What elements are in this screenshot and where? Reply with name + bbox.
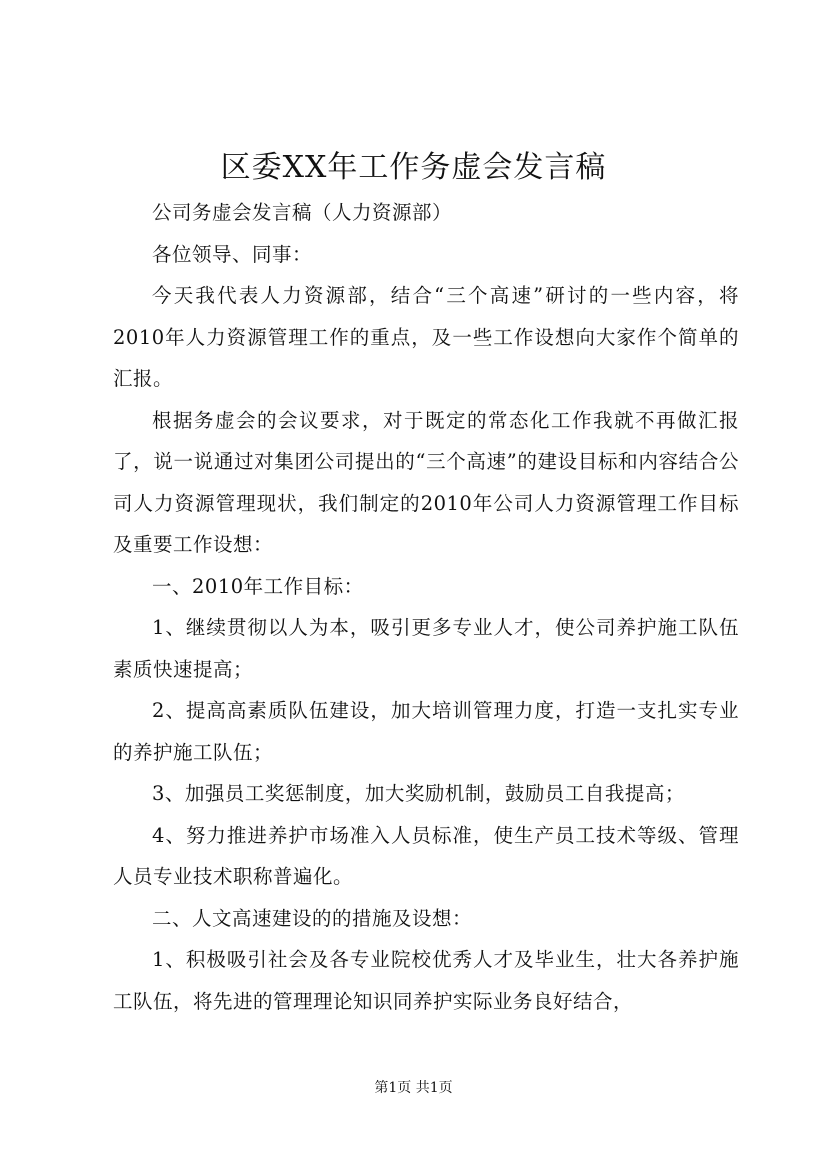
goal-item-3: 3、加强员工奖惩制度，加大奖励机制，鼓励员工自我提高； <box>152 782 685 805</box>
paragraph-subtitle: 公司务虚会发言稿（人力资源部） <box>152 201 453 224</box>
page-footer: 第1页 共1页 <box>374 1080 453 1096</box>
paragraph-salutation: 各位领导、同事： <box>152 242 313 266</box>
goal-item-4: 4、努力推进养护市场准入人员标准，使生产员工技术等级、管理人员专业技术职称普遍化。 <box>113 823 739 888</box>
section-heading-goals: 一、2010年工作目标： <box>152 574 364 598</box>
paragraph-context: 根据务虚会的会议要求，对于既定的常态化工作我就不再做汇报了，说一说通过对集团公司提出的“三个高速”的建设目标和内容结合公司人力资源管理现状，我们制定的2010年公司人力资源管理工作目标及重要工作设想： <box>113 408 739 556</box>
section-heading-measures: 二、人文高速建设的的措施及设想： <box>152 906 473 930</box>
goal-item-1: 1、继续贯彻以人为本，吸引更多专业人才，使公司养护施工队伍素质快速提高； <box>113 616 739 681</box>
document-body <box>113 192 739 1022</box>
paragraph-intro: 今天我代表人力资源部，结合“三个高速”研讨的一些内容，将2010年人力资源管理工作的重点，及一些工作设想向大家作个简单的汇报。 <box>113 284 739 390</box>
measure-item-1: 1、积极吸引社会及各专业院校优秀人才及毕业生，壮大各养护施工队伍，将先进的管理理论知识同养护实际业务良好结合， <box>113 948 739 1013</box>
document-title: 区委XX年工作务虚会发言稿 <box>220 150 607 185</box>
goal-item-2: 2、提高高素质队伍建设，加大培训管理力度，打造一支扎实专业的养护施工队伍； <box>113 699 739 764</box>
